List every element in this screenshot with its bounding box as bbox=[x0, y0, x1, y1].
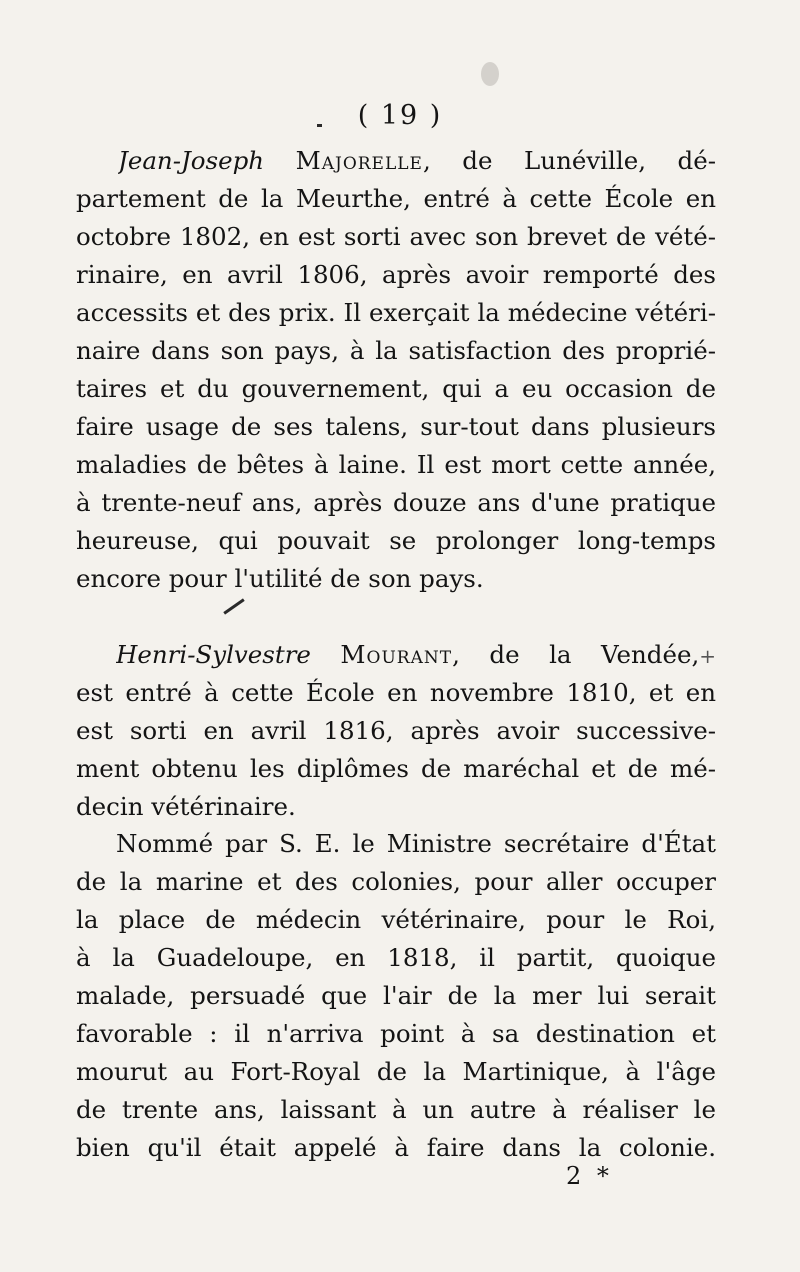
text-line: malade, persuadé que l'air de la mer lui serait bbox=[76, 981, 716, 1010]
text-line: mourut au Fort-Royal de la Martinique, à l'âge bbox=[76, 1057, 716, 1086]
ink-spot bbox=[481, 62, 499, 86]
text-line: maladies de bêtes à laine. Il est mort cette année, bbox=[76, 450, 716, 479]
page-number: ( 19 ) bbox=[357, 100, 443, 131]
text-line: faire usage de ses talens, sur-tout dans plusieurs bbox=[76, 412, 716, 441]
heading-rest: , de la Vendée, bbox=[452, 640, 700, 669]
person-surname: Mourant bbox=[340, 640, 453, 669]
margin-cross-mark: + bbox=[699, 644, 716, 668]
signature-mark: 2 * bbox=[566, 1162, 613, 1190]
heading-rest: , de Lunéville, dé- bbox=[422, 146, 716, 175]
person-surname: Majorelle bbox=[295, 146, 423, 175]
text-line: rinaire, en avril 1806, après avoir remporté des bbox=[76, 260, 716, 289]
entry-heading-line bbox=[116, 636, 716, 674]
person-first-name: Jean-Joseph bbox=[118, 146, 265, 175]
text-line: favorable : il n'arriva point à sa destination et bbox=[76, 1019, 716, 1048]
text-line: de la marine et des colonies, pour aller occuper bbox=[76, 867, 716, 896]
text-line: accessits et des prix. Il exerçait la médecine vétéri- bbox=[76, 298, 716, 327]
text-line: à la Guadeloupe, en 1818, il partit, quoique bbox=[76, 943, 716, 972]
text-line: heureuse, qui pouvait se prolonger long-temps bbox=[76, 526, 716, 555]
entry-heading-line bbox=[118, 142, 716, 180]
text-line: partement de la Meurthe, entré à cette École en bbox=[76, 184, 716, 213]
text-line: bien qu'il était appelé à faire dans la colonie. bbox=[76, 1133, 716, 1162]
text-line: est sorti en avril 1816, après avoir successive- bbox=[76, 716, 716, 745]
text-line: est entré à cette École en novembre 1810, et en bbox=[76, 678, 716, 707]
text-line: de trente ans, laissant à un autre à réaliser le bbox=[76, 1095, 716, 1124]
text-line: à trente-neuf ans, après douze ans d'une pratique bbox=[76, 488, 716, 517]
text-line-first: Nommé par S. E. le Ministre secrétaire d'État bbox=[116, 829, 716, 858]
text-line: naire dans son pays, à la satisfaction des proprié- bbox=[76, 336, 716, 365]
text-line: la place de médecin vétérinaire, pour le Roi, bbox=[76, 905, 716, 934]
person-first-name: Henri-Sylvestre bbox=[116, 640, 311, 669]
text-line: octobre 1802, en est sorti avec son brevet de vété- bbox=[76, 222, 716, 251]
text-line: ment obtenu les diplômes de maréchal et de mé- bbox=[76, 754, 716, 783]
pen-stroke-mark bbox=[223, 598, 244, 614]
text-line-last: decin vétérinaire. bbox=[76, 792, 296, 821]
text-line: taires et du gouvernement, qui a eu occasion de bbox=[76, 374, 716, 403]
text-line-last: encore pour l'utilité de son pays. bbox=[76, 564, 484, 593]
